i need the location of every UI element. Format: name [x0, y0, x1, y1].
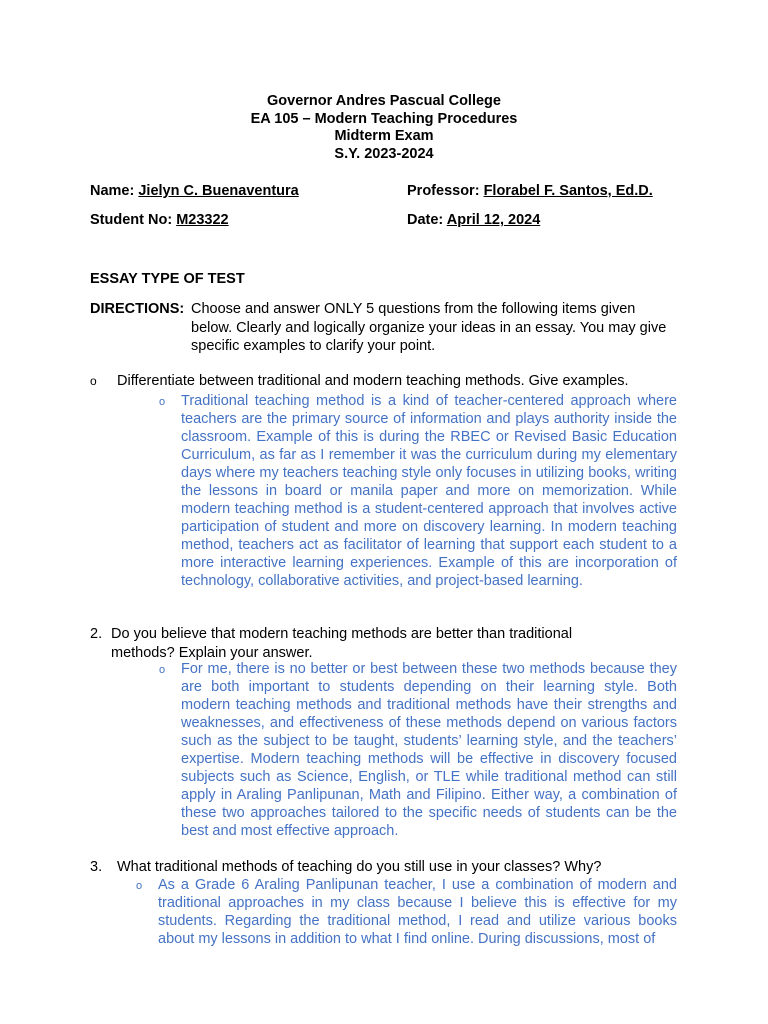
question-1-text: Differentiate between traditional and modern teaching methods. Give examples. — [117, 373, 629, 389]
answer-2-marker: o — [159, 664, 166, 676]
essay-title: ESSAY TYPE OF TEST — [90, 271, 245, 287]
student-no-label: Student No: — [90, 212, 173, 228]
date-label: Date: — [407, 212, 444, 228]
school-year: S.Y. 2023-2024 — [334, 145, 434, 162]
directions-text: Choose and answer ONLY 5 questions from the following items given below. Clearly and logically organize your ideas in an essay. You may give specific examples to clarify your point. — [191, 301, 667, 354]
professor-value: Florabel F. Santos, Ed.D. — [483, 183, 653, 199]
college-name: Governor Andres Pascual College — [267, 93, 501, 109]
name-field — [90, 183, 299, 199]
document-header — [0, 93, 768, 163]
question-3-text: What traditional methods of teaching do you still use in your classes? Why? — [117, 859, 602, 875]
question-2-marker: 2. — [90, 626, 103, 642]
answer-2-text: For me, there is no better or best between these two methods because they are both important to students depending on their learning style. Both modern teaching methods and traditional methods have their strengths and weaknesses, and effectiveness of these methods depend on various factors such as the subject to be taught, students’ learning style, and the teachers’ expertise. Modern teaching methods will be effective in discovery focused subjects such as Science, English, or TLE while traditional method can still apply in Araling Panlipunan, Math and Filipino. Either way, a combination of these two approaches tailored to the specific needs of students can be the best and most effective approach. — [181, 661, 677, 839]
answer-3-marker: o — [136, 880, 143, 892]
professor-label: Professor: — [407, 183, 480, 199]
answer-1-text: Traditional teaching method is a kind of teacher-centered approach where teachers are the primary source of information and plays authority inside the classroom. Example of this is during the RBEC or Revised Basic Education Curriculum, as far as I remember it was the curriculum during my elementary days where my teachers teaching style only focuses in utilizing books, writing the lessons in board or manila paper and more on memorization. While modern teaching method is a student-centered approach that involves active participation of student and more on discovery learning. In modern teaching method, teachers act as facilitator of learning that support each student to a more interactive learning experiences. Example of this are incorporation of technology, collaborative activities, and project-based learning. — [181, 393, 677, 589]
student-no-field — [90, 212, 229, 228]
directions-label: DIRECTIONS: — [90, 301, 185, 317]
question-3-marker: 3. — [90, 859, 103, 875]
name-value: Jielyn C. Buenaventura — [138, 183, 299, 199]
answer-3-text: As a Grade 6 Araling Panlipunan teacher, I use a combination of modern and traditional approaches in my class because I believe this is effective for my students. Regarding the traditional method, I read and utilize various books about my lessons in addition to what I find online. During discussions, most of — [158, 877, 677, 947]
question-1-marker: o — [90, 374, 97, 388]
name-label: Name: — [90, 183, 135, 199]
answer-1-marker: o — [159, 396, 166, 408]
professor-field — [407, 183, 653, 199]
question-2-text: Do you believe that modern teaching methods are better than traditional methods? Explain your answer. — [111, 626, 573, 661]
date-field — [407, 212, 540, 228]
exam-title: Midterm Exam — [334, 128, 434, 144]
course-title: EA 105 – Modern Teaching Procedures — [250, 110, 518, 127]
student-no-value: M23322 — [176, 212, 229, 228]
date-value: April 12, 2024 — [446, 212, 541, 228]
